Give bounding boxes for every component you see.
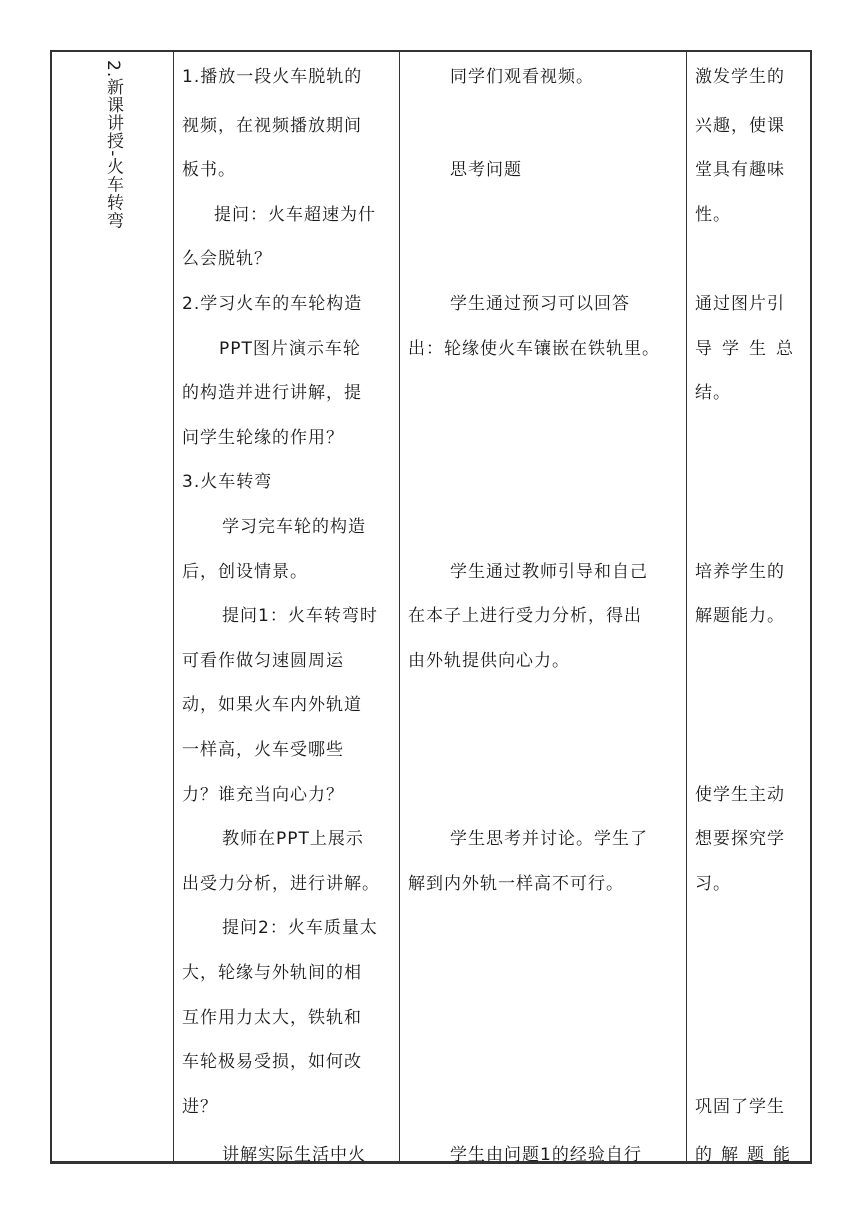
intent-line: 堂具有趣味 <box>695 160 785 180</box>
intent-line: 培养学生的 <box>695 562 785 582</box>
teacher-line: 1.播放一段火车脱轨的 <box>182 67 363 87</box>
student-line: 在本子上进行受力分析，得出 <box>408 606 642 626</box>
student-line: 学生通过教师引导和自己 <box>450 562 648 582</box>
teacher-line: 车轮极易受损，如何改 <box>182 1052 362 1072</box>
section-title: 2.新课讲授-火车转弯 <box>103 60 123 230</box>
intent-line: 使学生主动 <box>695 785 785 805</box>
intent-line: 巩固了学生 <box>695 1097 785 1117</box>
teacher-line: 讲解实际生活中火 <box>222 1145 366 1165</box>
student-line: 思考问题 <box>450 160 522 180</box>
teacher-line: 进？ <box>182 1097 218 1117</box>
teacher-line: 一样高，火车受哪些 <box>182 740 344 760</box>
teacher-line: 提问2：火车质量太 <box>222 918 378 938</box>
teacher-line: 力？谁充当向心力？ <box>182 785 344 805</box>
intent-line: 性。 <box>695 205 731 225</box>
intent-line: 的解题能 <box>695 1145 799 1165</box>
student-line: 由外轨提供向心力。 <box>408 651 570 671</box>
teacher-line: 提问1：火车转弯时 <box>222 606 378 626</box>
teacher-line: 板书。 <box>182 160 236 180</box>
intent-line: 习。 <box>695 874 731 894</box>
intent-line: 通过图片引 <box>695 294 785 314</box>
intent-line: 解题能力。 <box>695 606 785 626</box>
teacher-line: 学习完车轮的构造 <box>222 517 366 537</box>
student-line: 出：轮缘使火车镶嵌在铁轨里。 <box>408 339 660 359</box>
teacher-line: 3.火车转弯 <box>182 472 273 492</box>
teacher-line: 互作用力太大，铁轨和 <box>182 1008 362 1028</box>
column-divider <box>686 50 687 1163</box>
intent-line: 结。 <box>695 383 731 403</box>
student-line: 学生由问题1的经验自行 <box>450 1145 642 1165</box>
student-line: 学生思考并讨论。学生了 <box>450 829 648 849</box>
teacher-line: 大，轮缘与外轨间的相 <box>182 963 362 983</box>
student-line: 解到内外轨一样高不可行。 <box>408 874 624 894</box>
teacher-line: 后，创设情景。 <box>182 562 308 582</box>
teacher-line: 出受力分析，进行讲解。 <box>182 874 380 894</box>
teacher-line: 视频，在视频播放期间 <box>182 116 362 136</box>
teacher-line: 么会脱轨？ <box>182 249 272 269</box>
intent-line: 激发学生的 <box>695 67 785 87</box>
intent-line: 导学生总 <box>695 339 803 359</box>
teacher-line: 教师在PPT上展示 <box>222 829 364 849</box>
teacher-line: PPT图片演示车轮 <box>219 339 361 359</box>
column-divider <box>173 50 174 1163</box>
teacher-line: 的构造并进行讲解，提 <box>182 383 362 403</box>
teacher-line: 提问：火车超速为什 <box>214 205 376 225</box>
teacher-line: 动，如果火车内外轨道 <box>182 695 362 715</box>
teacher-line: 问学生轮缘的作用？ <box>182 428 344 448</box>
teacher-line: 2.学习火车的车轮构造 <box>182 294 363 314</box>
column-divider <box>399 50 400 1163</box>
intent-line: 想要探究学 <box>695 829 785 849</box>
teacher-line: 可看作做匀速圆周运 <box>182 651 344 671</box>
student-line: 同学们观看视频。 <box>450 67 594 87</box>
student-line: 学生通过预习可以回答 <box>450 294 630 314</box>
intent-line: 兴趣，使课 <box>695 116 785 136</box>
